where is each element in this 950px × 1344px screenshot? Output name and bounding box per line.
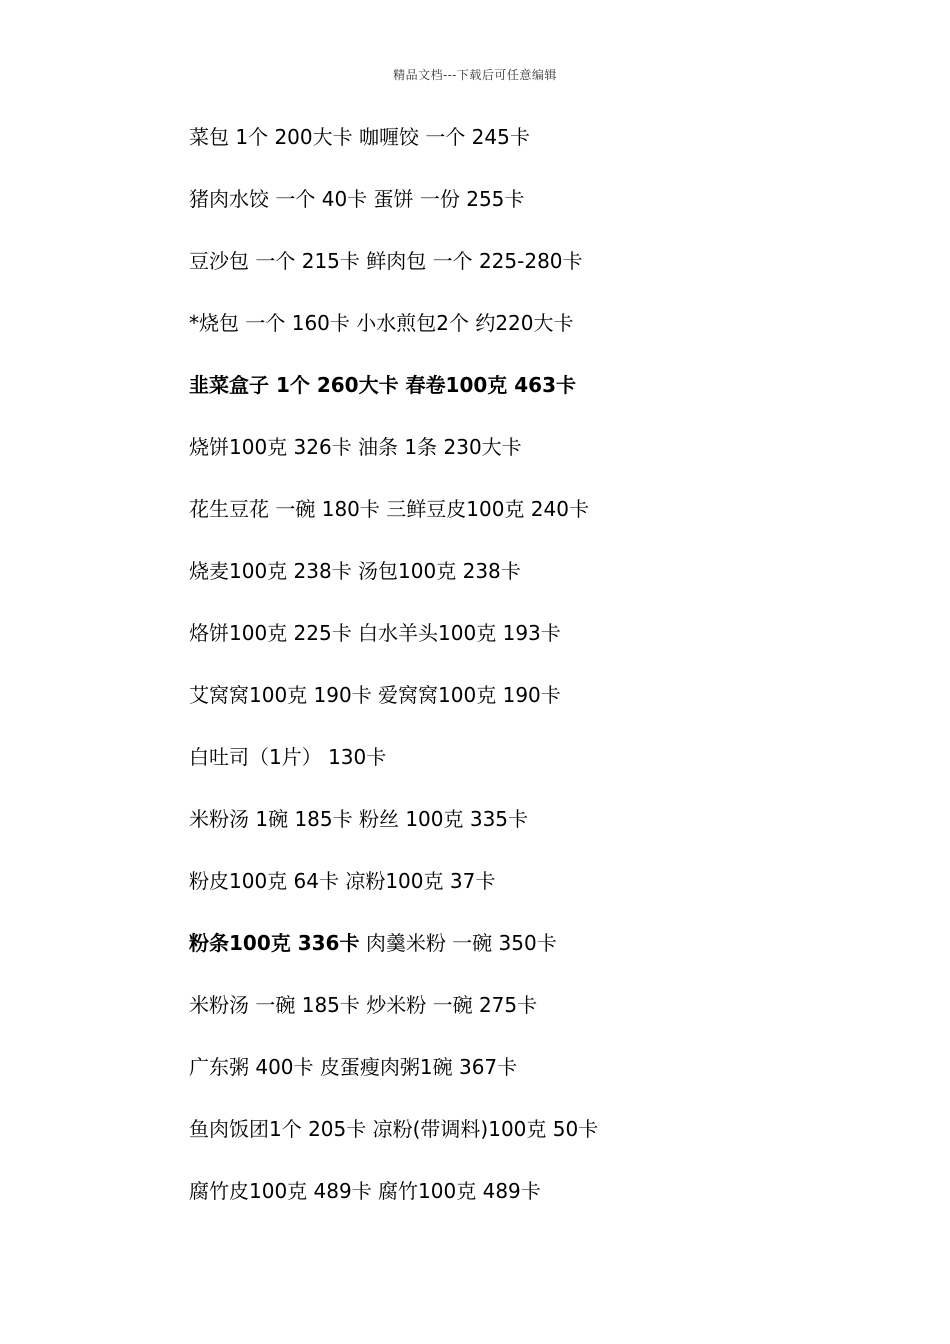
food-calorie-line: 鱼肉饭团1个 205卡 凉粉(带调料)100克 50卡 [189, 1117, 599, 1141]
food-calorie-regular-segment: 肉羹米粉 一碗 350卡 [359, 931, 557, 955]
food-calorie-line: 豆沙包 一个 215卡 鲜肉包 一个 225-280卡 [189, 249, 583, 273]
food-calorie-bold-segment: 粉条100克 336卡 [189, 931, 360, 955]
food-calorie-line: 烙饼100克 225卡 白水羊头100克 193卡 [189, 621, 561, 645]
food-calorie-line: 猪肉水饺 一个 40卡 蛋饼 一份 255卡 [189, 187, 525, 211]
food-calorie-line: 粉皮100克 64卡 凉粉100克 37卡 [189, 869, 496, 893]
food-calorie-line: *烧包 一个 160卡 小水煎包2个 约220大卡 [189, 311, 574, 335]
food-calorie-line: 烧饼100克 326卡 油条 1条 230大卡 [189, 435, 522, 459]
food-calorie-line: 广东粥 400卡 皮蛋瘦肉粥1碗 367卡 [189, 1055, 518, 1079]
food-calorie-line: 花生豆花 一碗 180卡 三鲜豆皮100克 240卡 [189, 497, 589, 521]
page-header: 精品文档---下载后可任意编辑 [393, 68, 557, 82]
food-calorie-line: 米粉汤 1碗 185卡 粉丝 100克 335卡 [189, 807, 529, 831]
food-calorie-line: 艾窝窝100克 190卡 爱窝窝100克 190卡 [189, 683, 561, 707]
food-calorie-line: 腐竹皮100克 489卡 腐竹100克 489卡 [189, 1179, 541, 1203]
food-calorie-line: 米粉汤 一碗 185卡 炒米粉 一碗 275卡 [189, 993, 538, 1017]
food-calorie-line-bold: 韭菜盒子 1个 260大卡 春卷100克 463卡 [189, 373, 577, 397]
food-calorie-line: 菜包 1个 200大卡 咖喱饺 一个 245卡 [189, 125, 530, 149]
food-calorie-line: 烧麦100克 238卡 汤包100克 238卡 [189, 559, 521, 583]
food-calorie-line-mixed [189, 928, 557, 958]
food-calorie-line: 白吐司（1片） 130卡 [189, 745, 387, 769]
